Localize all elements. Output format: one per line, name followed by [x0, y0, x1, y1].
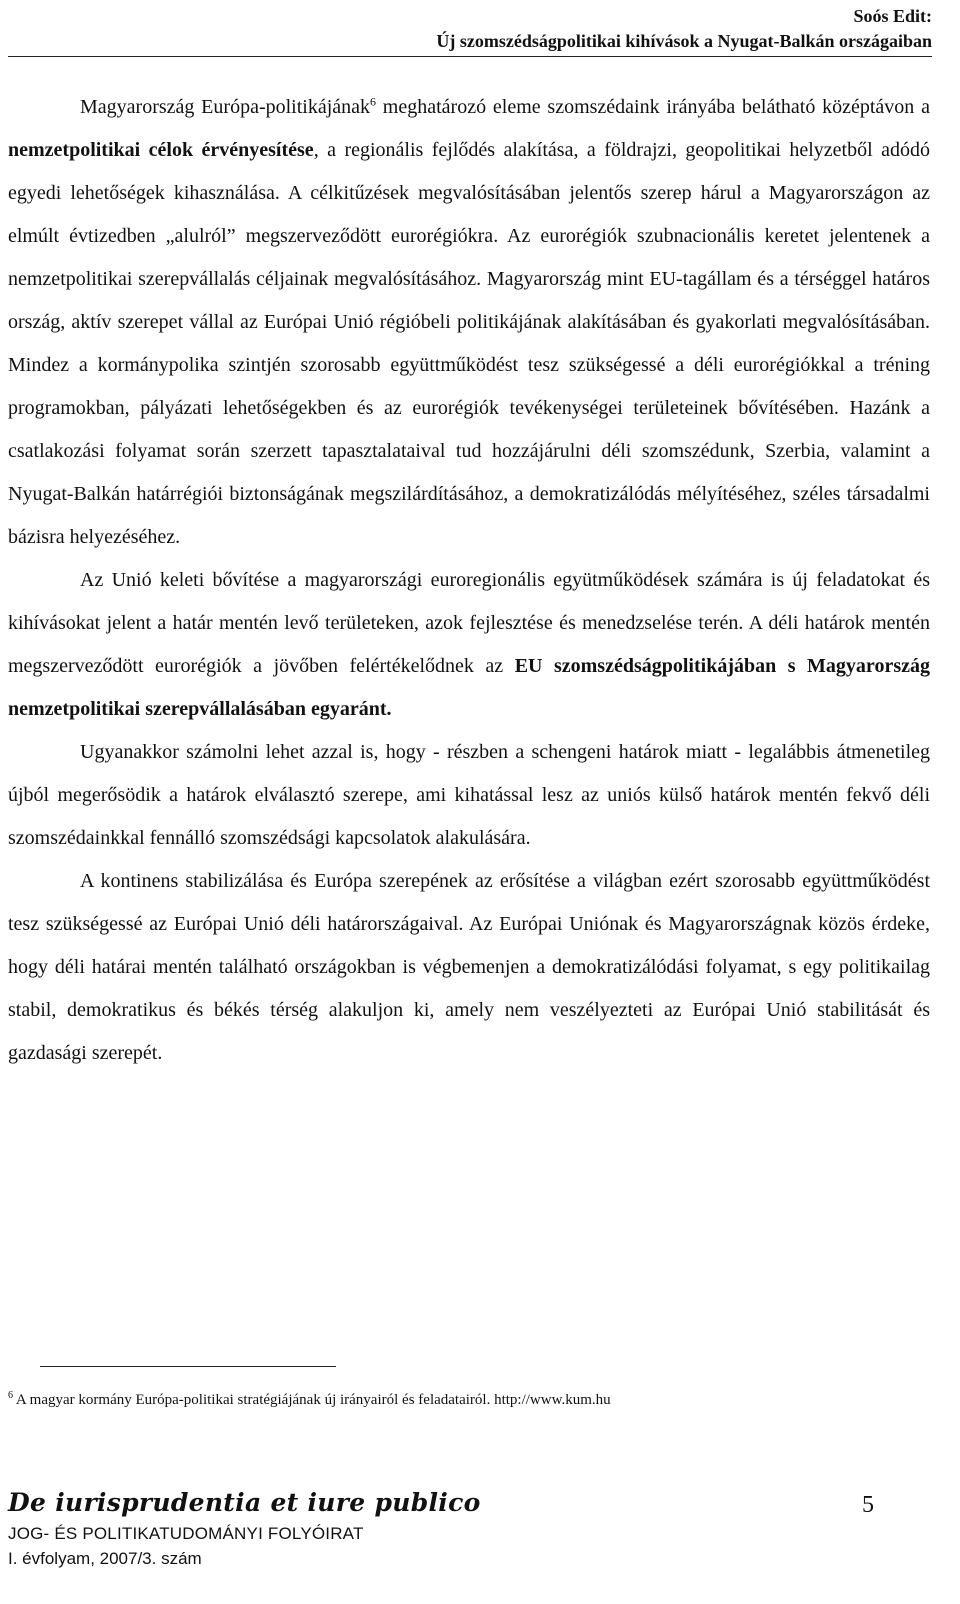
header-author: Soós Edit:: [853, 6, 932, 26]
page-number: 5: [862, 1492, 874, 1518]
footnote-ref[interactable]: 6: [370, 94, 377, 109]
journal-title: De iurisprudentia et iure publico: [8, 1488, 481, 1517]
article-body: [8, 86, 930, 1075]
footnote-number: 6: [8, 1390, 13, 1401]
emphasis: nemzetpolitikai célok érvényesítése: [8, 139, 314, 161]
journal-volume: I. évfolyam, 2007/3. szám: [8, 1549, 202, 1568]
footnote-text: A magyar kormány Európa-politikai stratégiájának új irányairól és feladatairól. http://www.kum.hu: [13, 1392, 611, 1408]
journal-subtitle: JOG- ÉS POLITIKATUDOMÁNYI FOLYÓIRAT: [8, 1524, 364, 1543]
paragraph-2: Az Unió keleti bővítése a magyarországi euroregionális együtműködések számára is új feladatokat és kihívásokat jelent a határ mentén levő területeken, azok fejlesztése és menedzselése terén. A déli határok mentén megszerveződött eurorégiók a jövőben felértékelődnek az EU szomszédságpolitikájában s Magyarország nemzetpolitikai szerepvállalásában egyaránt.: [8, 569, 930, 720]
header-rule: [8, 56, 932, 57]
running-header: [436, 4, 932, 54]
footnote: [8, 1392, 611, 1409]
header-title: Új szomszédságpolitikai kihívások a Nyugat-Balkán országaiban: [436, 31, 932, 51]
paragraph-4: A kontinens stabilizálása és Európa szerepének az erősítése a világban ezért szorosabb együttműködést tesz szükségessé az Európai Unió déli határországaival. Az Európai Uniónak és Magyarországnak közös érdeke, hogy déli határai mentén található országokban is végbemenjen a demokratizálódási folyamat, s egy politikailag stabil, demokratikus és békés térség alakuljon ki, amely nem veszélyezteti az Európai Unió stabilitását és gazdasági szerepét.: [8, 870, 930, 1064]
emphasis: EU szomszédságpolitikájában s Magyarország nemzetpolitikai szerepvállalásában egyaránt.: [8, 655, 930, 720]
footnote-rule: [40, 1366, 336, 1367]
paragraph-1: Magyarország Európa-politikájának$^6$ meghatározó eleme szomszédaink irányába belátható középtávon a nemzetpolitikai célok érvényesítése, a regionális fejlődés alakítása, a földrajzi, geopolitikai helyzetből adódó egyedi lehetőségek kihasználása. A célkitűzések megvalósításában jelentős szerep hárul a Magyarországon az elmúlt évtizedben „alulról” megszerveződött eurorégiókra. Az eurorégiók szubnacionális keretet jelentenek a nemzetpolitikai szerepvállalás céljainak megvalósításához. Magyarország mint EU-tagállam és a térséggel határos ország, aktív szerepet vállal az Európai Unió régióbeli politikájának alakításában és gyakorlati megvalósításában. Mindez a kormánypolika szintjén szorosabb együttműködést tesz szükségessé a déli eurorégiókkal a tréning programokban, pályázati lehetőségekben és az eurorégiók tevékenységei területeinek bővítésében. Hazánk a csatlakozási folyamat során szerzett tapasztalataival tud hozzájárulni déli szomszédunk, Szerbia, valamint a Nyugat-Balkán határrégiói biztonságának megszilárdításához, a demokratizálódás mélyítéséhez, széles társadalmi bázisra helyezéséhez.: [8, 94, 930, 548]
paragraph-3: Ugyanakkor számolni lehet azzal is, hogy - részben a schengeni határok miatt - legalábbis átmenetileg újból megerősödik a határok elválasztó szerepe, ami kihatással lesz az uniós külső határok mentén fekvő déli szomszédainkkal fennálló szomszédsági kapcsolatok alakulására.: [8, 741, 930, 849]
